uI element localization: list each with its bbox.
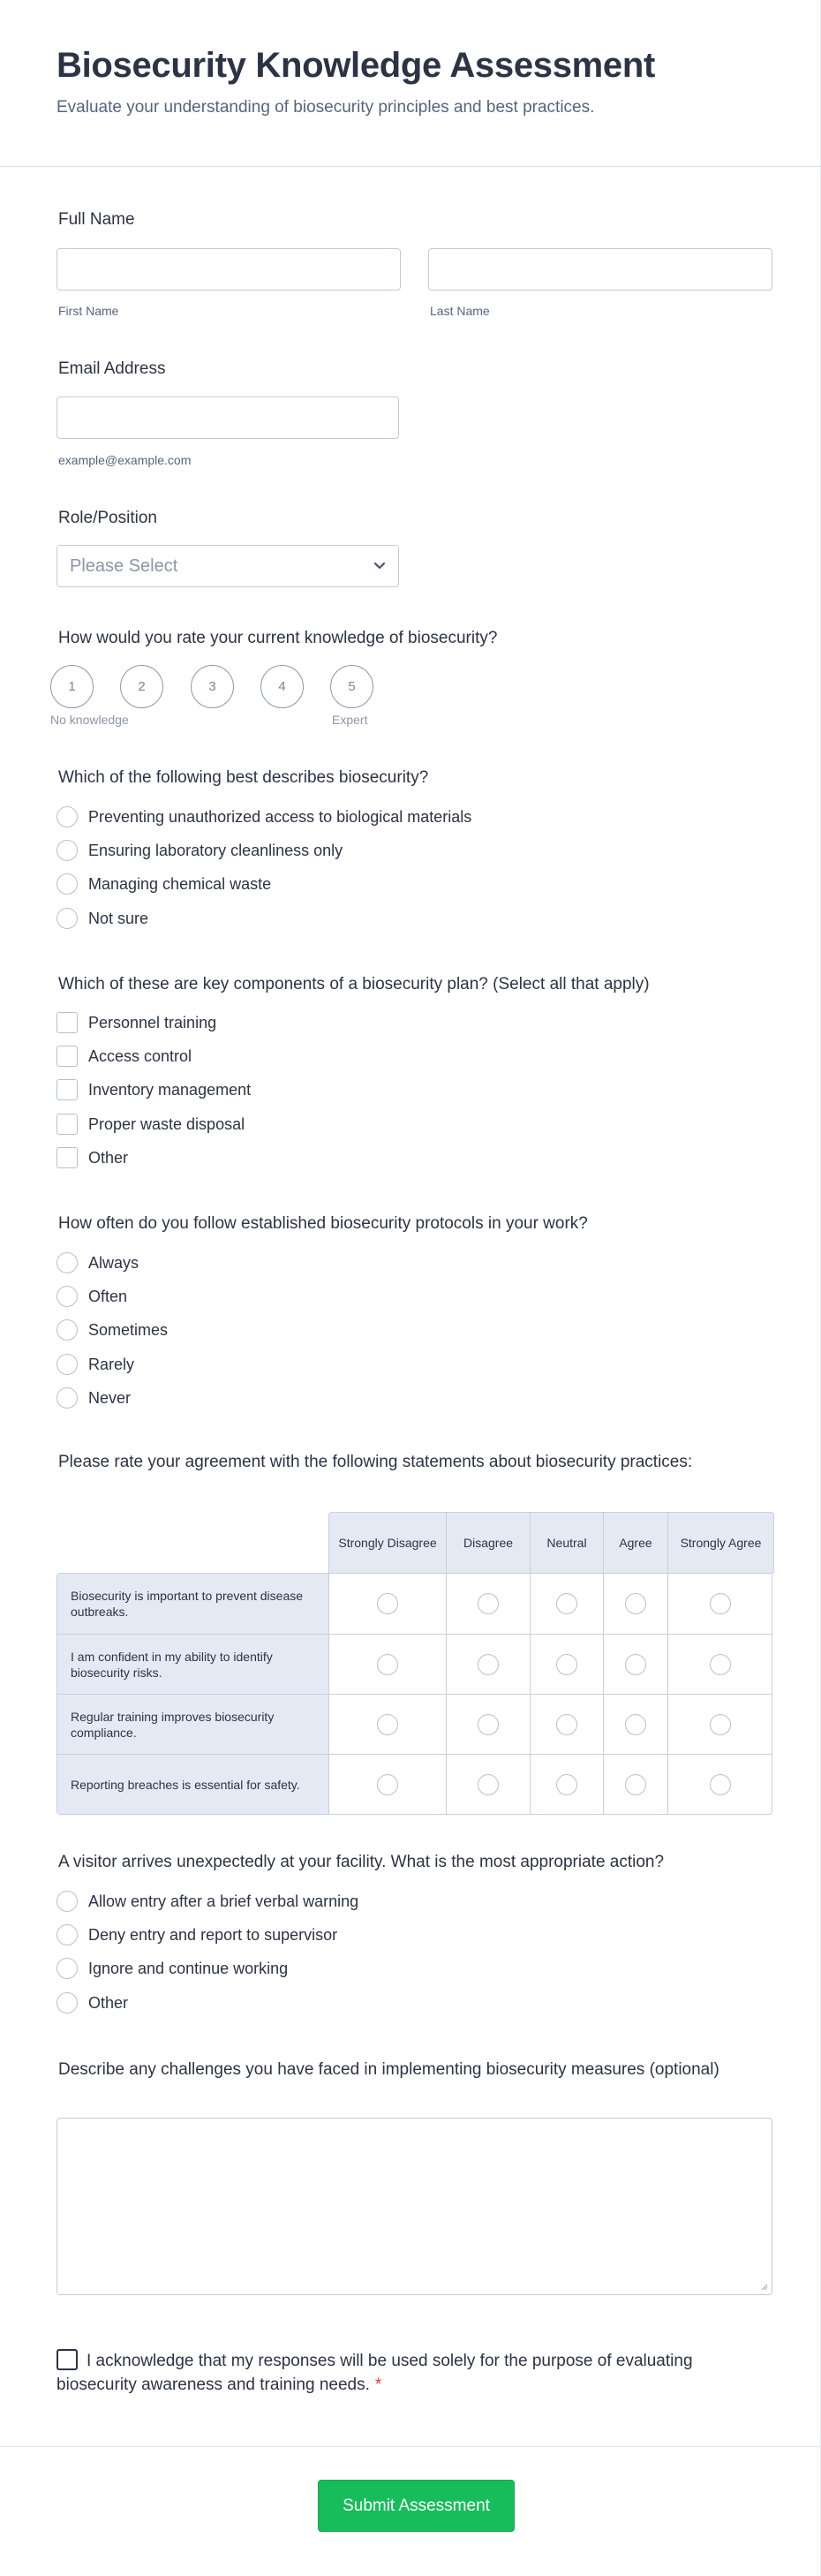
header-divider bbox=[0, 166, 821, 167]
form-subtitle: Evaluate your understanding of biosecurity principles and best practices. bbox=[56, 98, 595, 117]
frequency-option[interactable]: Never bbox=[56, 1386, 131, 1410]
chevron-down-icon bbox=[373, 562, 386, 570]
visitor-option[interactable]: Allow entry after a brief verbal warning bbox=[56, 1889, 358, 1914]
matrix-radio[interactable] bbox=[377, 1593, 398, 1614]
components-option[interactable]: Inventory management bbox=[56, 1077, 251, 1102]
definition-option[interactable]: Managing chemical waste bbox=[56, 872, 271, 896]
role-select[interactable] bbox=[56, 545, 399, 587]
rating-option-3[interactable]: 3 bbox=[191, 665, 234, 708]
rating-max-label: Expert bbox=[332, 713, 368, 727]
footer-divider bbox=[0, 2446, 821, 2447]
required-asterisk: * bbox=[374, 2376, 382, 2394]
full-name-label: Full Name bbox=[58, 210, 135, 229]
matrix-radio[interactable] bbox=[710, 1714, 731, 1735]
role-select-placeholder: Please Select bbox=[70, 555, 178, 576]
rating-option-2[interactable]: 2 bbox=[120, 665, 163, 708]
frequency-option[interactable]: Often bbox=[56, 1284, 127, 1309]
matrix-radio[interactable] bbox=[478, 1593, 499, 1614]
matrix-row-label: Regular training improves biosecurity compliance. bbox=[57, 1695, 329, 1754]
challenges-textarea[interactable] bbox=[56, 2118, 772, 2295]
frequency-option[interactable]: Always bbox=[56, 1250, 139, 1275]
last-name-input[interactable] bbox=[428, 248, 772, 291]
matrix-row-label: Reporting breaches is essential for safety. bbox=[57, 1755, 329, 1814]
matrix-radio[interactable] bbox=[478, 1714, 499, 1735]
radio-button[interactable] bbox=[56, 908, 78, 929]
components-option[interactable]: Proper waste disposal bbox=[56, 1112, 245, 1137]
radio-button[interactable] bbox=[56, 873, 78, 895]
matrix-column-header: Disagree bbox=[446, 1513, 530, 1573]
frequency-option[interactable]: Rarely bbox=[56, 1352, 134, 1377]
first-name-input[interactable] bbox=[56, 248, 401, 291]
matrix-row bbox=[57, 1634, 772, 1694]
matrix-row bbox=[57, 1574, 772, 1634]
definition-option[interactable]: Preventing unauthorized access to biological materials bbox=[56, 805, 471, 829]
radio-button[interactable] bbox=[56, 1958, 78, 1979]
visitor-option[interactable]: Deny entry and report to supervisor bbox=[56, 1923, 337, 1947]
matrix-radio[interactable] bbox=[377, 1654, 398, 1675]
checkbox[interactable] bbox=[56, 1079, 78, 1100]
radio-button[interactable] bbox=[56, 1319, 78, 1341]
email-label: Email Address bbox=[58, 359, 166, 378]
agreement-matrix-question: Please rate your agreement with the following statements about biosecurity practices: bbox=[58, 1453, 693, 1471]
radio-button[interactable] bbox=[56, 1387, 78, 1409]
matrix-radio[interactable] bbox=[710, 1593, 731, 1614]
matrix-radio[interactable] bbox=[478, 1774, 499, 1795]
definition-option[interactable]: Not sure bbox=[56, 906, 148, 931]
matrix-radio[interactable] bbox=[478, 1654, 499, 1675]
matrix-radio[interactable] bbox=[625, 1593, 646, 1614]
radio-button[interactable] bbox=[56, 1992, 78, 2013]
rating-option-5[interactable]: 5 bbox=[330, 665, 373, 708]
email-hint: example@example.com bbox=[58, 453, 192, 467]
radio-button[interactable] bbox=[56, 840, 78, 861]
matrix-row bbox=[57, 1694, 772, 1754]
definition-question: Which of the following best describes biosecurity? bbox=[58, 768, 429, 787]
matrix-column-header: Agree bbox=[603, 1513, 667, 1573]
visitor-option[interactable]: Ignore and continue working bbox=[56, 1956, 288, 1981]
matrix-radio[interactable] bbox=[377, 1774, 398, 1795]
radio-button[interactable] bbox=[56, 1286, 78, 1307]
rating-min-label: No knowledge bbox=[50, 713, 129, 727]
components-question: Which of these are key components of a biosecurity plan? (Select all that apply) bbox=[58, 975, 650, 993]
matrix-column-header: Neutral bbox=[530, 1513, 603, 1573]
submit-button[interactable]: Submit Assessment bbox=[318, 2480, 515, 2532]
form-title: Biosecurity Knowledge Assessment bbox=[56, 46, 656, 85]
checkbox[interactable] bbox=[56, 1046, 78, 1067]
checkbox[interactable] bbox=[56, 1012, 78, 1033]
components-option[interactable]: Access control bbox=[56, 1044, 192, 1069]
acknowledge-checkbox[interactable] bbox=[56, 2349, 78, 2370]
radio-button[interactable] bbox=[56, 1354, 78, 1375]
frequency-option[interactable]: Sometimes bbox=[56, 1318, 168, 1342]
challenges-question: Describe any challenges you have faced in implementing biosecurity measures (optional) bbox=[58, 2060, 719, 2079]
role-label: Role/Position bbox=[58, 509, 157, 527]
radio-button[interactable] bbox=[56, 1924, 78, 1945]
matrix-row-label: I am confident in my ability to identify biosecurity risks. bbox=[57, 1635, 329, 1694]
matrix-radio[interactable] bbox=[377, 1714, 398, 1735]
matrix-header bbox=[328, 1512, 774, 1573]
components-option[interactable]: Personnel training bbox=[56, 1010, 216, 1035]
matrix-radio[interactable] bbox=[556, 1654, 577, 1675]
rating-option-4[interactable]: 4 bbox=[260, 665, 304, 708]
email-input[interactable] bbox=[56, 397, 399, 439]
rating-option-1[interactable]: 1 bbox=[50, 665, 94, 708]
checkbox[interactable] bbox=[56, 1147, 78, 1168]
visitor-option[interactable]: Other bbox=[56, 1991, 128, 2015]
matrix-row bbox=[57, 1754, 772, 1814]
radio-button[interactable] bbox=[56, 1252, 78, 1273]
matrix-radio[interactable] bbox=[710, 1654, 731, 1675]
last-name-sublabel: Last Name bbox=[430, 304, 490, 318]
components-option[interactable]: Other bbox=[56, 1145, 128, 1170]
matrix-radio[interactable] bbox=[625, 1774, 646, 1795]
matrix-radio[interactable] bbox=[556, 1593, 577, 1614]
visitor-question: A visitor arrives unexpectedly at your facility. What is the most appropriate action? bbox=[58, 1853, 665, 1871]
resize-handle-icon[interactable] bbox=[759, 2282, 768, 2291]
frequency-question: How often do you follow established biosecurity protocols in your work? bbox=[58, 1214, 588, 1233]
matrix-body bbox=[56, 1573, 772, 1815]
acknowledgement bbox=[56, 2349, 745, 2397]
matrix-row-label: Biosecurity is important to prevent disease outbreaks. bbox=[57, 1574, 329, 1634]
definition-option[interactable]: Ensuring laboratory cleanliness only bbox=[56, 838, 343, 863]
radio-button[interactable] bbox=[56, 1891, 78, 1912]
matrix-radio[interactable] bbox=[710, 1774, 731, 1795]
matrix-radio[interactable] bbox=[556, 1714, 577, 1735]
matrix-radio[interactable] bbox=[556, 1774, 577, 1795]
knowledge-rating-question: How would you rate your current knowledge of biosecurity? bbox=[58, 629, 498, 647]
matrix-column-header: Strongly Disagree bbox=[338, 1535, 437, 1550]
radio-button[interactable] bbox=[56, 806, 78, 827]
matrix-column-header: Strongly Agree bbox=[667, 1513, 773, 1573]
checkbox[interactable] bbox=[56, 1114, 78, 1135]
acknowledge-text: I acknowledge that my responses will be used solely for the purpose of evaluating biosecurity awareness and training needs. bbox=[56, 2352, 693, 2394]
first-name-sublabel: First Name bbox=[58, 304, 119, 318]
matrix-radio[interactable] bbox=[625, 1654, 646, 1675]
matrix-radio[interactable] bbox=[625, 1714, 646, 1735]
